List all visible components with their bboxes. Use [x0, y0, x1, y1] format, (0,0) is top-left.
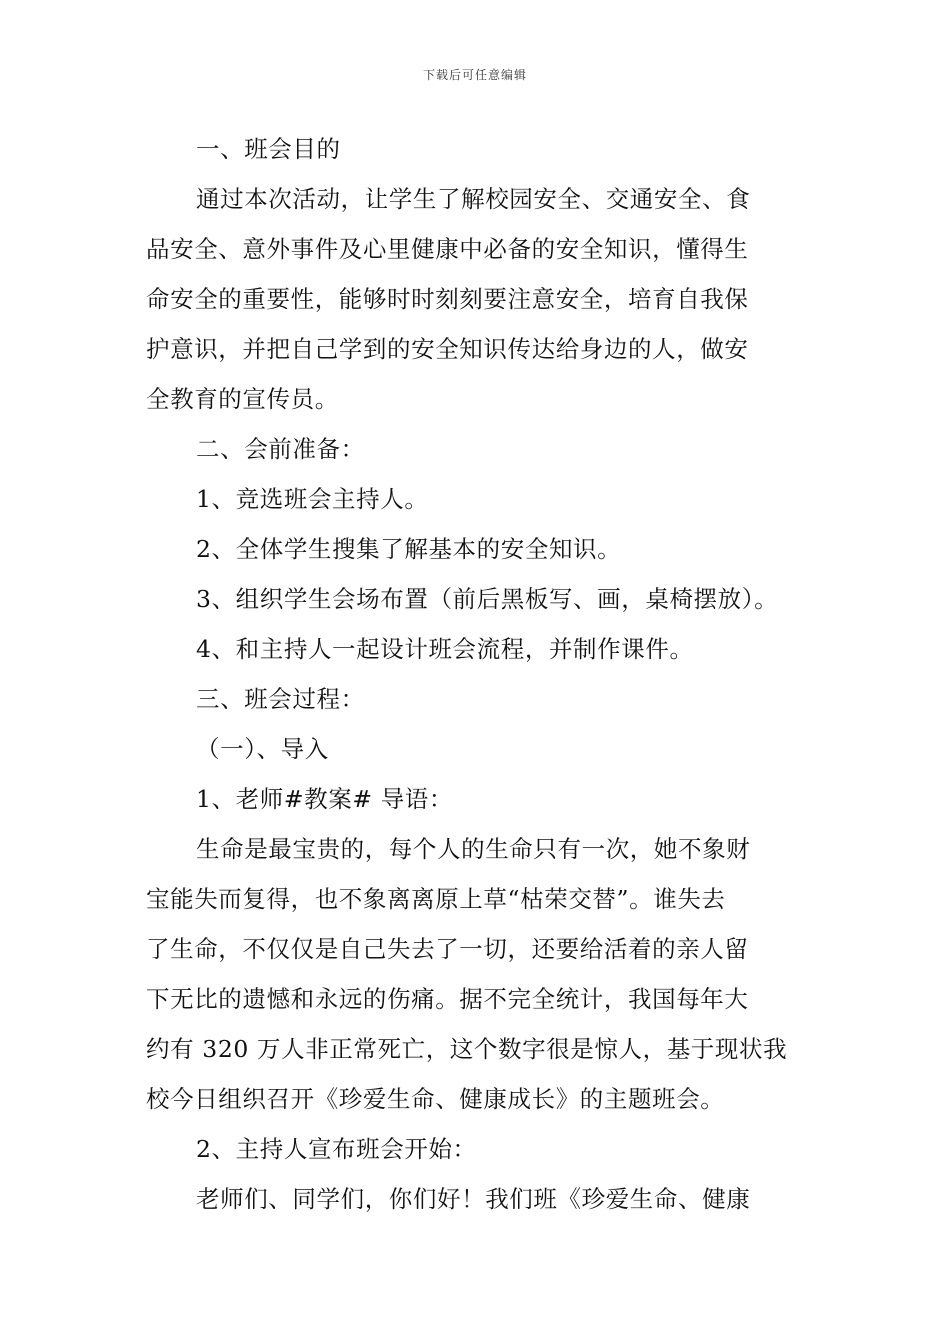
page-header-note: 下载后可任意编辑: [422, 68, 527, 82]
list-item: 4、和主持人一起设计班会流程，并制作课件。: [196, 635, 694, 663]
paragraph-line: 全教育的宣传员。: [146, 385, 339, 413]
list-item: 2、全体学生搜集了解基本的安全知识。: [196, 535, 622, 563]
paragraph-line: 下无比的遗憾和永远的伤痛。据不完全统计，我国每年大: [146, 985, 749, 1013]
paragraph-line: 了生命，不仅仅是自己失去了一切，还要给活着的亲人留: [146, 935, 749, 963]
list-item: 2、主持人宣布班会开始：: [196, 1135, 477, 1163]
paragraph-line: 通过本次活动，让学生了解校园安全、交通安全、食: [196, 185, 751, 213]
list-item: 1、竞选班会主持人。: [196, 485, 429, 513]
subsection-heading: （一）、导入: [196, 735, 329, 763]
paragraph-line: 老师们、同学们，你们好！我们班《珍爱生命、健康: [196, 1185, 751, 1213]
section-heading-purpose: 一、班会目的: [196, 135, 341, 163]
paragraph-line: 校今日组织召开《珍爱生命、健康成长》的主题班会。: [146, 1085, 725, 1113]
paragraph-line: 生命是最宝贵的，每个人的生命只有一次，她不象财: [196, 835, 751, 863]
section-heading-process: 三、班会过程：: [196, 685, 365, 713]
paragraph-line: 约有 320 万人非正常死亡，这个数字很是惊人，基于现状我: [146, 1035, 788, 1063]
section-heading-preparation: 二、会前准备：: [196, 435, 365, 463]
list-item: 1、老师#教案# 导语：: [196, 785, 454, 813]
paragraph-line: 命安全的重要性，能够时时刻刻要注意安全，培育自我保: [146, 285, 749, 313]
list-item: 3、组织学生会场布置（前后黑板写、画，桌椅摆放）。: [196, 585, 779, 613]
paragraph-line: 品安全、意外事件及心里健康中必备的安全知识，懂得生: [146, 235, 749, 263]
paragraph-line: 宝能失而复得，也不象离离原上草“枯荣交替”。谁失去: [146, 885, 726, 913]
paragraph-line: 护意识，并把自己学到的安全知识传达给身边的人，做安: [146, 335, 749, 363]
